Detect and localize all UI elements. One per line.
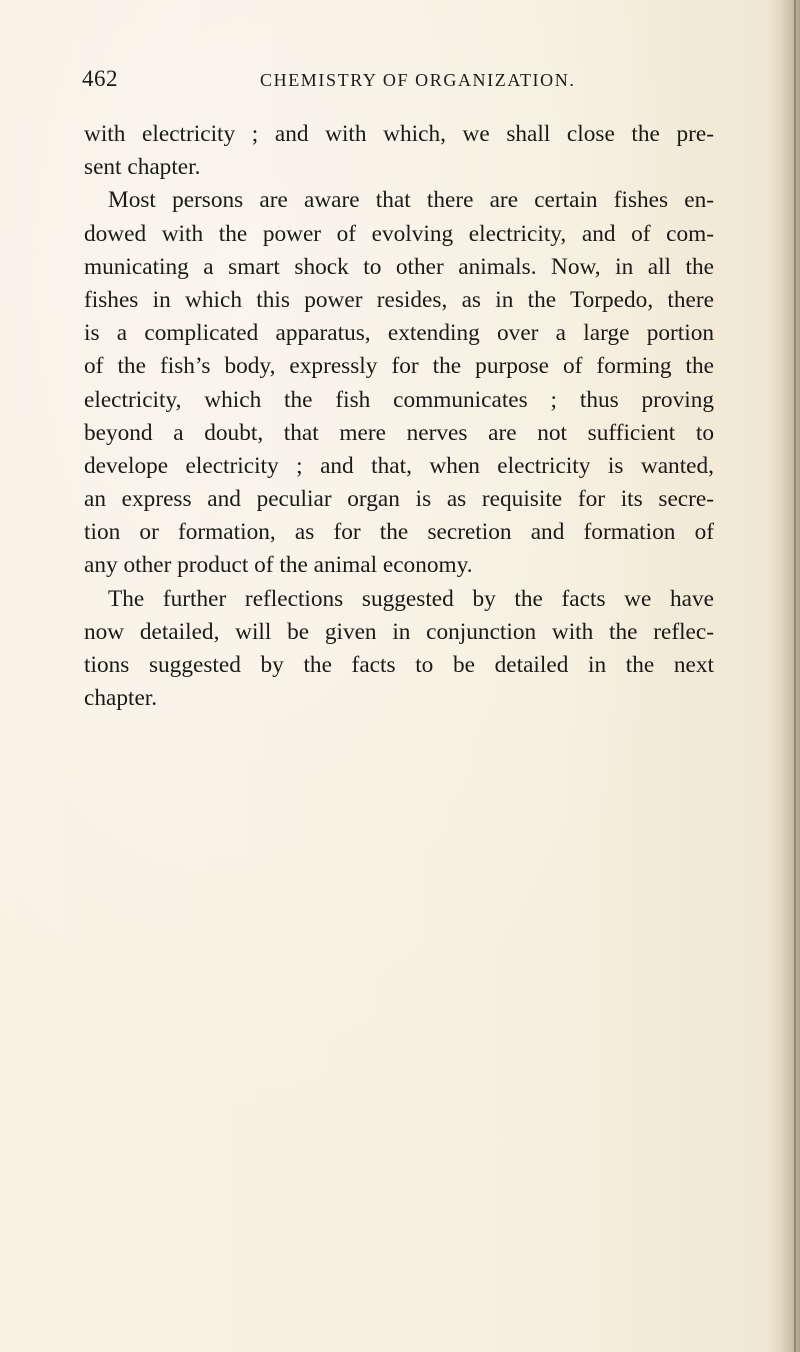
paragraph-first-line: The further reflections suggested by the facts we have [108, 585, 714, 612]
text-line: chapter. [84, 685, 158, 712]
text-line: electricity, which the fish communicates ; thus proving [84, 386, 714, 413]
running-head: CHEMISTRY OF ORGANIZATION. [260, 70, 576, 90]
body-text [84, 118, 714, 715]
paragraph-first-line: Most persons are aware that there are certain fishes en- [108, 187, 714, 214]
text-line: sent chapter. [84, 154, 201, 181]
text-line: now detailed, will be given in conjunction with the reflec- [84, 618, 714, 645]
text-line: any other product of the animal economy. [84, 552, 473, 579]
text-line: is a complicated apparatus, extending over a large portion [84, 320, 714, 347]
text-line: of the fish’s body, expressly for the purpose of forming the [84, 353, 714, 380]
text-line: tion or formation, as for the secretion and formation of [84, 519, 714, 546]
text-line: fishes in which this power resides, as in the Torpedo, there [84, 286, 714, 313]
text-line: develope electricity ; and that, when electricity is wanted, [84, 452, 714, 479]
text-line: with electricity ; and with which, we shall close the pre- [84, 121, 714, 147]
page-header [82, 66, 722, 100]
page-number: 462 [82, 66, 118, 91]
text-line: an express and peculiar organ is as requisite for its secre- [84, 486, 714, 513]
text-line: tions suggested by the facts to be detailed in the next [84, 652, 714, 678]
text-line: dowed with the power of evolving electricity, and of com- [84, 220, 714, 247]
text-line: municating a smart shock to other animals. Now, in all the [84, 253, 714, 280]
page-edge-line [794, 0, 796, 1352]
text-line: beyond a doubt, that mere nerves are not sufficient to [84, 419, 714, 446]
